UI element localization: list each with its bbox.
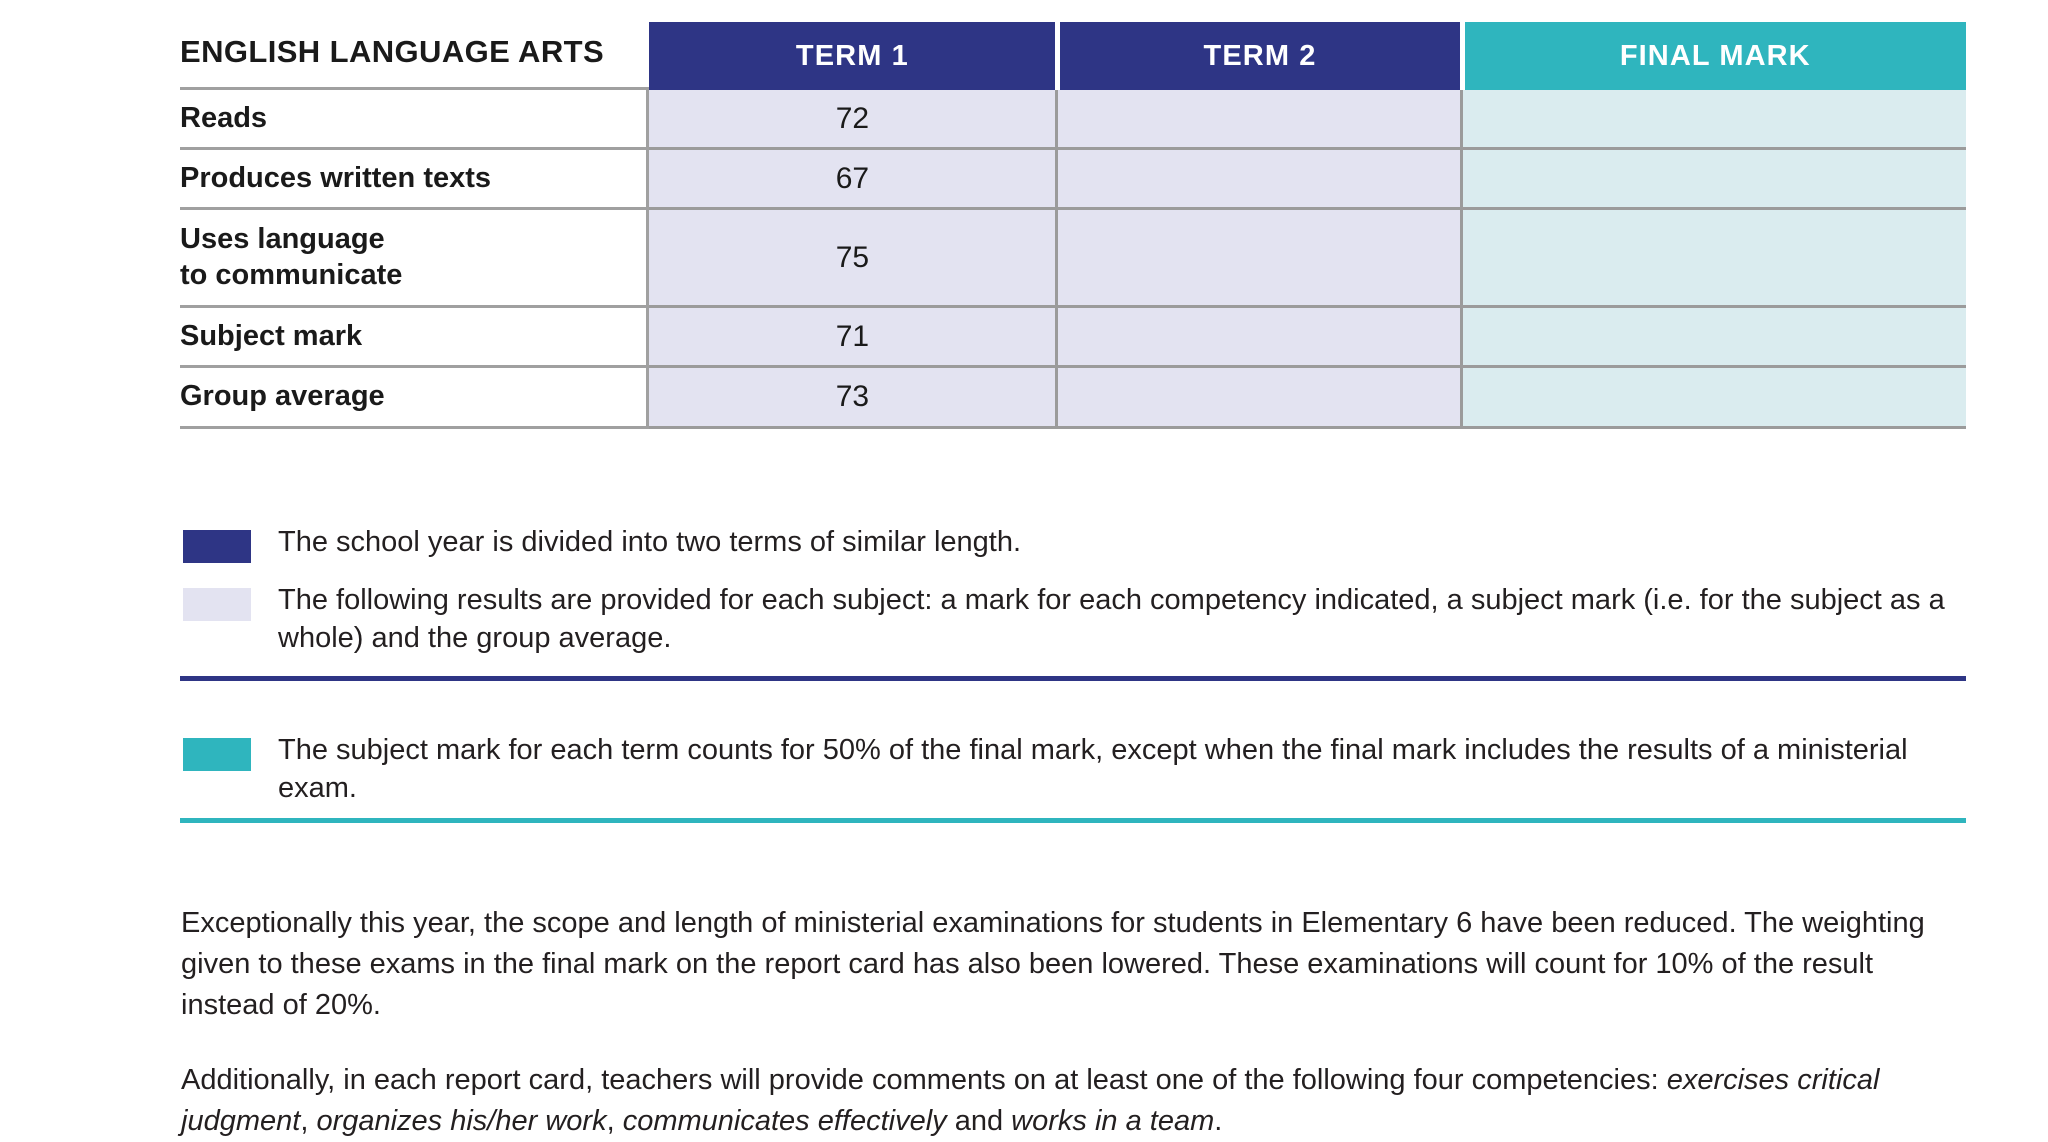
table-row — [180, 90, 1966, 150]
column-header-subject: ENGLISH LANGUAGE ARTS — [180, 22, 649, 90]
cell-final-reads — [1460, 90, 1966, 150]
competency-critical-judgment: exercises critical judgment — [181, 1064, 1880, 1138]
cell-term1-reads: 72 — [649, 90, 1055, 150]
column-header-term-1: TERM 1 — [649, 22, 1055, 90]
column-header-term-2: TERM 2 — [1055, 22, 1459, 90]
table-row — [180, 210, 1966, 308]
cell-term1-subject-mark: 71 — [649, 308, 1055, 368]
row-label-produces-written-texts: Produces written texts — [180, 150, 649, 210]
note-paragraph-exams: Exceptionally this year, the scope and length of ministerial examinations for students in Elementary 6 have been reduced. The weighting given to these exams in the final mark on the report card has also been lowered. These examinations will count for 10% of the result instead of 20%. — [181, 907, 1925, 1022]
row-label-group-average: Group average — [180, 368, 649, 429]
column-header-final-mark: FINAL MARK — [1460, 22, 1966, 90]
note-lead-text: Additionally, in each report card, teachers will provide comments on at least one of the following four competencies: — [181, 1064, 1667, 1096]
cell-term2-subject-mark — [1055, 308, 1459, 368]
note-end-punctuation: . — [1214, 1105, 1223, 1138]
competency-communicates-effectively: communicates effectively — [622, 1105, 947, 1138]
cell-term2-reads — [1055, 90, 1459, 150]
divider-rule-teal — [180, 818, 1966, 823]
cell-term1-uses-language: 75 — [649, 210, 1055, 308]
row-label-subject-mark: Subject mark — [180, 308, 649, 368]
competency-works-in-a-team: works in a team — [1011, 1105, 1215, 1138]
row-label-line-2: to communicate — [180, 258, 403, 291]
report-card-table — [180, 22, 1966, 429]
legend-item-blue — [183, 524, 1965, 563]
cell-final-group-average — [1460, 368, 1966, 429]
cell-final-uses-language — [1460, 210, 1966, 308]
table-row — [180, 308, 1966, 368]
row-label-line-1: Uses language — [180, 223, 385, 256]
legend-group-final-mark — [183, 732, 1965, 807]
cell-final-subject-mark — [1460, 308, 1966, 368]
row-label-uses-language-to-communicate — [180, 210, 649, 308]
legend-text-teal: The subject mark for each term counts for 50% of the final mark, except when the final mark includes the results of a ministerial exam. — [278, 734, 1908, 804]
legend-swatch-blue-icon — [183, 530, 251, 563]
competency-organizes-work: organizes his/her work — [316, 1105, 607, 1138]
note-separator-2: , — [606, 1105, 623, 1138]
legend-item-teal — [183, 732, 1965, 807]
table-row — [180, 368, 1966, 429]
legend-item-lavender — [183, 582, 1965, 657]
cell-term2-group-average — [1055, 368, 1459, 429]
legend-swatch-teal-icon — [183, 738, 251, 771]
note-separator-3: and — [946, 1105, 1012, 1138]
table-header-row — [180, 22, 1966, 90]
cell-term1-group-average: 73 — [649, 368, 1055, 429]
cell-term1-produces-written-texts: 67 — [649, 150, 1055, 210]
legend-swatch-lavender-icon — [183, 588, 251, 621]
note-separator-1: , — [300, 1105, 317, 1138]
legend-text-blue: The school year is divided into two terms of similar length. — [278, 526, 1022, 558]
legend-text-lavender: The following results are provided for each subject: a mark for each competency indicated, a subject mark (i.e. for the subject as a whole) and the group average. — [278, 584, 1945, 654]
cell-term2-produces-written-texts — [1055, 150, 1459, 210]
legend-group-terms — [183, 524, 1965, 657]
table-row — [180, 150, 1966, 210]
cell-final-produces-written-texts — [1460, 150, 1966, 210]
row-label-reads: Reads — [180, 90, 649, 150]
cell-term2-uses-language — [1055, 210, 1459, 308]
note-paragraph-competencies — [181, 1060, 1967, 1142]
divider-rule-blue — [180, 676, 1966, 681]
